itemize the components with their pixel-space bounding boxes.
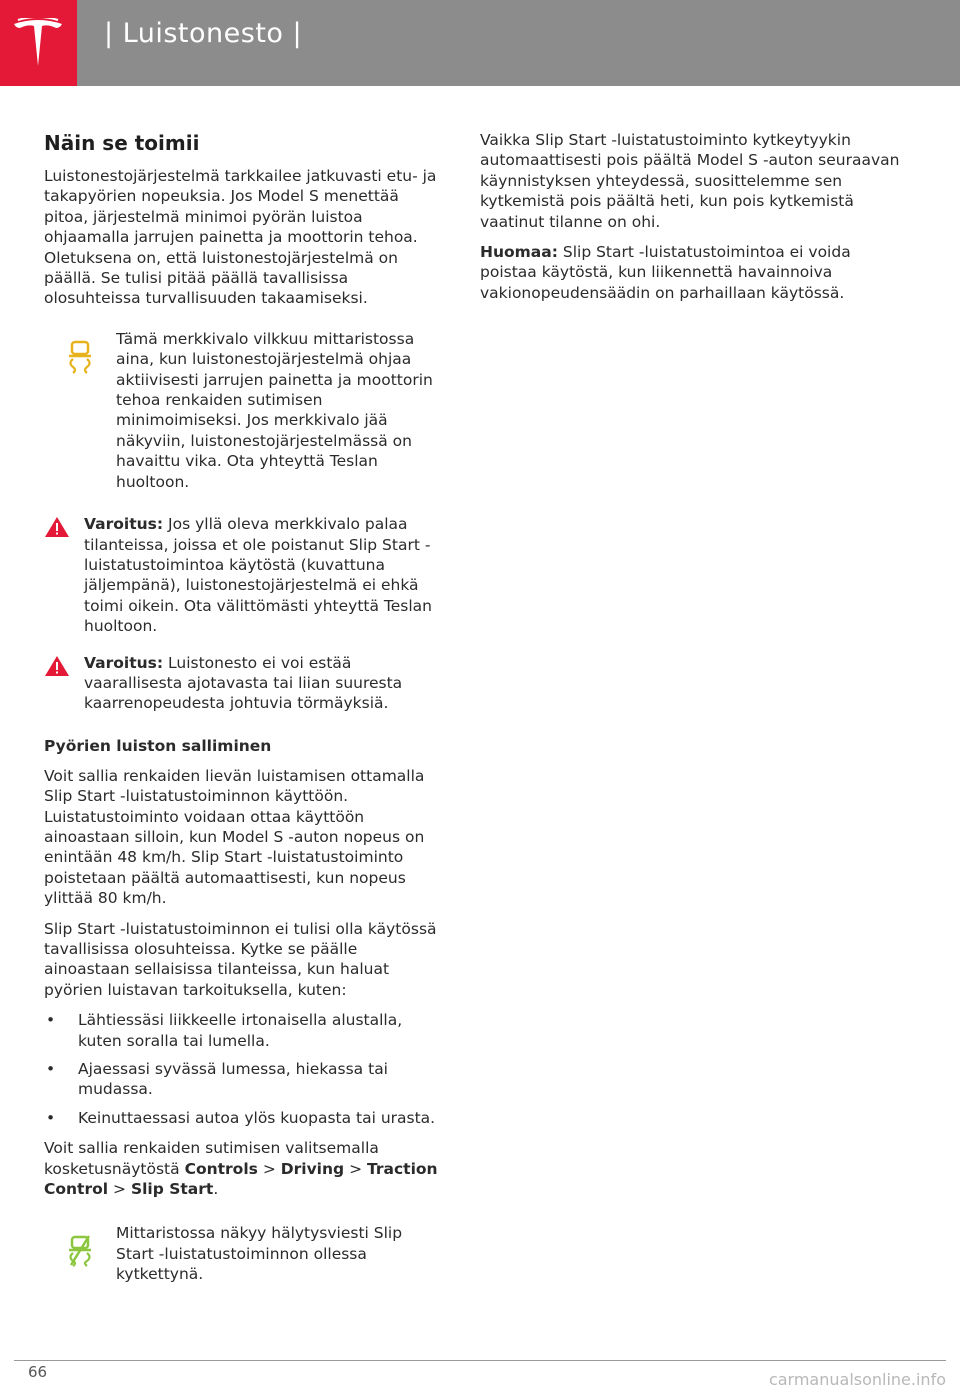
- note-label: Huomaa:: [480, 243, 558, 262]
- menu-path-paragraph: Voit sallia renkaiden sutimisen valitsemalla kosketusnäytöstä Controls > Driving > Traction Control > Slip Start.: [44, 1139, 438, 1199]
- menu-driving: Driving: [280, 1159, 345, 1178]
- wheel-slip-paragraph-1: Voit sallia renkaiden lievän luistamisen ottamalla Slip Start -luistatustoiminnon käyttöön. Luistatustoiminto voidaan ottaa käyttöön ainoastaan silloin, kun Model S -auton nopeus on enintään 48 km/h. Slip Start -luistatustoiminto poistetaan päältä automaattisesti, kun nopeus ylittää 80 km/h.: [44, 766, 425, 908]
- warning-2: [44, 653, 444, 714]
- page-number: 66: [28, 1363, 48, 1381]
- list-item: • Lähtiessäsi liikkeelle irtonaisella alustalla, kuten soralla tai lumella.: [44, 1010, 444, 1051]
- menu-traction-control: Traction Control: [44, 1159, 438, 1199]
- page-header: [0, 0, 960, 86]
- warning-1-label: Varoitus:: [84, 515, 164, 534]
- warning-2-text: Luistonesto ei voi estää vaarallisesta ajotavasta tai liian suuresta kaarrenopeudesta johtuvia törmäyksiä.: [84, 653, 403, 713]
- menu-controls: Controls: [184, 1159, 258, 1178]
- brand-logo-box: [0, 0, 77, 86]
- left-column: [44, 130, 444, 1307]
- slip-start-indicator-text: Mittaristossa näkyy hälytysviesti Slip Start -luistatustoiminnon ollessa kytkettynä.: [116, 1224, 403, 1284]
- warning-1-text: Jos yllä oleva merkkivalo palaa tilanteissa, joissa et ole poistanut Slip Start -luistatustoimintoa käytöstä (kuvattuna jäljempänä), luistonestojärjestelmä ei ehkä toimi oikein. Ota välittömästi yhteyttä Teslan huoltoon.: [84, 515, 432, 636]
- warning-1: [44, 514, 444, 636]
- warning-triangle-icon: [44, 653, 84, 714]
- intro-paragraph: Luistonestojärjestelmä tarkkailee jatkuvasti etu- ja takapyörien nopeuksia. Jos Model S menettää pitoa, järjestelmä minimoi pyörän luistoa ohjaamalla jarrujen painetta ja moottorin tehoa. Oletuksena on, että luistonestojärjestelmä on päällä. Se tulisi pitää päällä tavallisissa olosuhteissa turvallisuuden takaamiseksi.: [44, 167, 437, 308]
- note-text: Slip Start -luistatustoimintoa ei voida poistaa käytöstä, kun liikennettä havainnoiva vakionopeudensäädin on parhaillaan käytössä.: [480, 243, 851, 302]
- traction-indicator-text: Tämä merkkivalo vilkkuu mittaristossa aina, kun luistonestojärjestelmä ohjaa aktiivisesti jarrujen painetta ja moottorin tehoa renkaiden sutimisen minimoimiseksi. Jos merkkivalo jää näkyviin, luistonestojärjestelmässä on havaittu vika. Ota yhteyttä Teslan huoltoon.: [116, 329, 433, 491]
- tesla-logo-icon: [12, 18, 64, 68]
- wheel-slip-paragraph-2: Slip Start -luistatustoiminnon ei tulisi olla käytössä tavallisissa olosuhteissa. Kytke se päälle ainoastaan sellaisissa tilanteissa, kun haluat pyörien luistavan tarkoituksella, kuten:: [44, 919, 437, 999]
- slip-start-indicator-note: [44, 1223, 444, 1284]
- list-item: • Keinuttaessasi autoa ylös kuopasta tai urasta.: [44, 1108, 444, 1128]
- subheading-wheel-slip: Pyörien luiston salliminen: [44, 736, 272, 755]
- auto-off-paragraph: Vaikka Slip Start -luistatustoiminto kytkeytyykin automaattisesti pois päältä Model S -auton seuraavan käynnistyksen yhteydessä, suosittelemme sen kytkemistä pois päältä heti, kun pois kytkemistä vaatinut tilanne on ohi.: [480, 131, 900, 231]
- traction-indicator-note: [44, 329, 444, 492]
- slip-start-indicator-icon: [44, 1223, 116, 1284]
- section-title: | Luistonesto |: [104, 18, 303, 49]
- situation-list: [44, 1010, 444, 1128]
- right-column: [480, 130, 900, 313]
- site-watermark: carmanualsonline.info: [768, 1370, 946, 1389]
- warning-triangle-icon: [44, 514, 84, 636]
- note-paragraph: [480, 242, 900, 303]
- list-item: • Ajaessasi syvässä lumessa, hiekassa tai mudassa.: [44, 1059, 444, 1100]
- menu-slip-start: Slip Start: [130, 1180, 214, 1199]
- footer-divider: [14, 1360, 946, 1361]
- traction-control-indicator-icon: [44, 329, 116, 492]
- heading-how-it-works: Näin se toimii: [44, 131, 200, 155]
- warning-2-label: Varoitus:: [84, 653, 164, 672]
